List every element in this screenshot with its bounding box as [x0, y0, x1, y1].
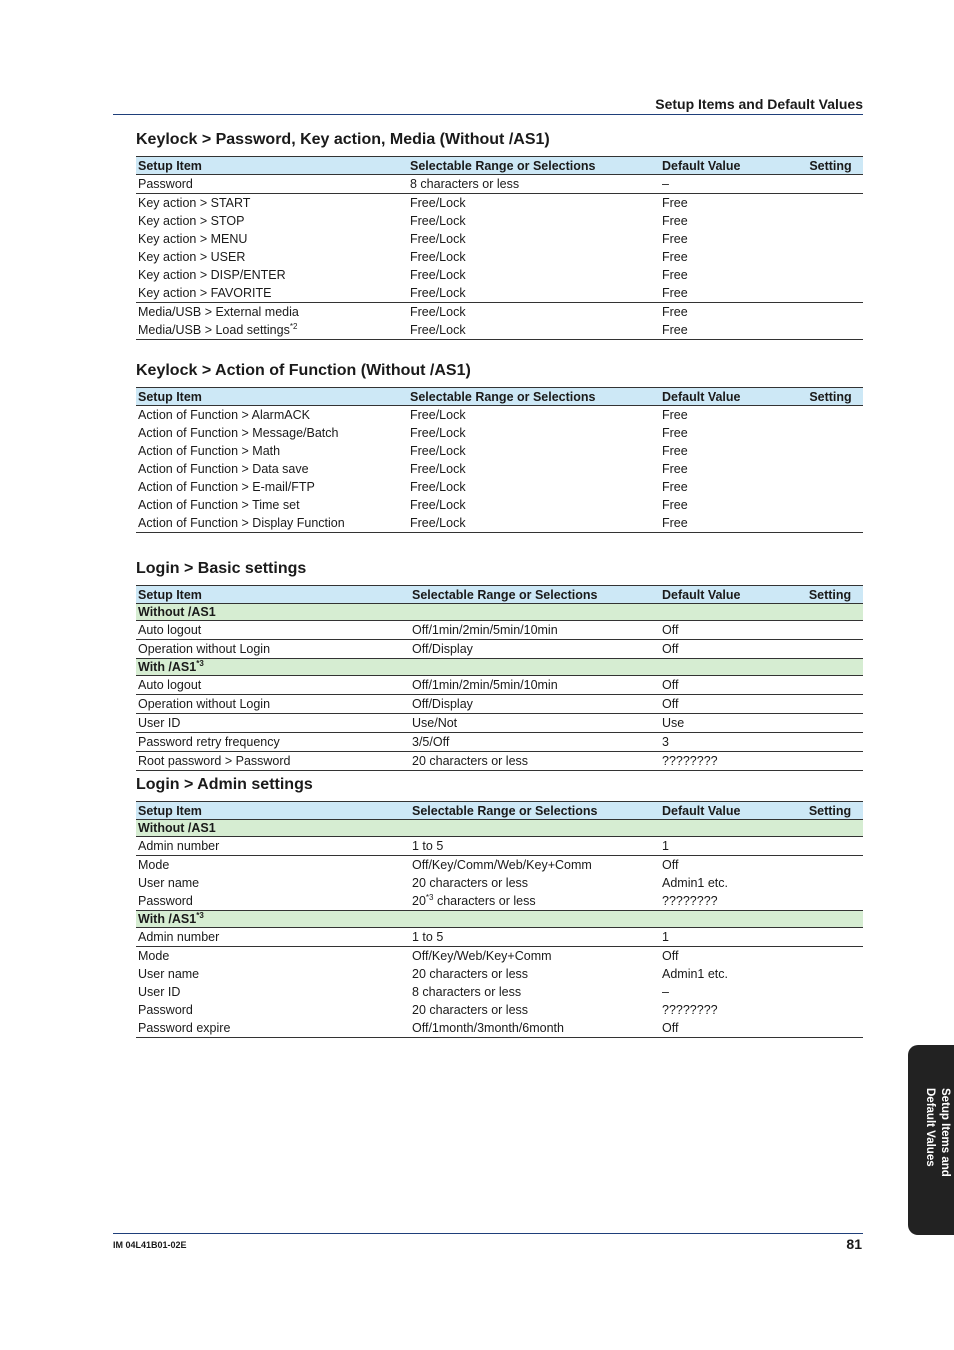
- col-header-range: Selectable Range or Selections: [410, 802, 660, 820]
- cell-item: Mode: [138, 949, 170, 963]
- cell-item: Auto logout: [136, 621, 410, 640]
- cell-range: 3/5/Off: [410, 733, 660, 752]
- table-row: [136, 1001, 863, 1019]
- cell-range: Off/Display: [410, 695, 660, 714]
- cell-range: 20 characters or less: [412, 967, 529, 981]
- cell-range: Free/Lock: [410, 196, 466, 210]
- cell-range: Free/Lock: [410, 480, 466, 494]
- cell-default: Free: [662, 498, 688, 512]
- table-row: [136, 1019, 863, 1038]
- section-keylock-action-of-function: [136, 361, 863, 533]
- table-row: [136, 856, 863, 875]
- cell-setting: [797, 983, 863, 1001]
- cell-setting: [797, 621, 863, 640]
- col-header-range: Selectable Range or Selections: [410, 586, 660, 604]
- table-row: [136, 266, 863, 284]
- cell-range: 8 characters or less: [408, 175, 660, 194]
- col-header-default: Default Value: [660, 388, 798, 406]
- cell-range: Free/Lock: [410, 408, 466, 422]
- cell-setting: [798, 248, 863, 266]
- group-label: [136, 659, 863, 676]
- cell-range: Free/Lock: [408, 514, 660, 533]
- cell-range: Off/Key/Comm/Web/Key+Comm: [412, 858, 592, 872]
- cell-setting: [798, 496, 863, 514]
- header-rule: [113, 114, 863, 115]
- settings-table: [136, 585, 863, 771]
- cell-item: Key action > STOP: [138, 214, 245, 228]
- cell-item: User name: [138, 876, 200, 890]
- table-row: [136, 230, 863, 248]
- cell-default: ????????: [662, 1003, 718, 1017]
- cell-default: Off: [662, 642, 679, 656]
- cell-range: 20 characters or less: [410, 752, 660, 771]
- cell-default: Admin1 etc.: [662, 876, 729, 890]
- cell-default: Free: [662, 196, 688, 210]
- cell-range: Free/Lock: [410, 462, 466, 476]
- group-label-text: With /AS1: [138, 660, 197, 674]
- section-title: Keylock > Action of Function (Without /AS1): [136, 362, 471, 379]
- cell-default: Free: [660, 514, 798, 533]
- chapter-tab-label: [912, 1088, 952, 1177]
- table-row: [136, 496, 863, 514]
- cell-default: Off: [660, 676, 797, 695]
- cell-range: Off/1min/2min/5min/10min: [410, 676, 660, 695]
- cell-item: Auto logout: [136, 676, 410, 695]
- group-label: [136, 911, 863, 928]
- group-header-row: [136, 659, 863, 676]
- section-title: Login > Admin settings: [136, 776, 313, 793]
- cell-setting: [798, 442, 863, 460]
- group-label: [136, 604, 863, 621]
- cell-setting: [798, 175, 863, 194]
- col-header-default: Default Value: [660, 586, 797, 604]
- cell-setting: [798, 514, 863, 533]
- cell-item: Admin number: [136, 928, 410, 947]
- cell-default: Free: [662, 462, 688, 476]
- table-header-row: [136, 388, 863, 406]
- cell-default: Free: [662, 408, 688, 422]
- cell-setting: [798, 321, 863, 340]
- cell-item: Password retry frequency: [136, 733, 410, 752]
- settings-table: [136, 156, 863, 340]
- cell-setting: [798, 478, 863, 496]
- cell-default: 1: [660, 837, 797, 856]
- cell-default: Free: [662, 305, 688, 319]
- document-id: IM 04L41B01-02E: [113, 1240, 187, 1250]
- cell-setting: [797, 676, 863, 695]
- footnote-marker: *3: [196, 658, 204, 668]
- col-header-item: Setup Item: [136, 802, 410, 820]
- cell-setting: [797, 714, 863, 733]
- group-label: [136, 820, 863, 837]
- table-row: [136, 321, 863, 340]
- table-row: [136, 837, 863, 856]
- col-header-default: Default Value: [660, 802, 797, 820]
- section-title: Login > Basic settings: [136, 560, 307, 577]
- cell-range: Free/Lock: [410, 268, 466, 282]
- cell-setting: [797, 874, 863, 892]
- cell-default: Off: [662, 949, 679, 963]
- section-login-basic-settings: [136, 559, 863, 771]
- cell-range: Free/Lock: [410, 426, 466, 440]
- cell-setting: [798, 460, 863, 478]
- chapter-tab-line: Default Values: [924, 1088, 936, 1167]
- cell-item: Mode: [138, 858, 170, 872]
- cell-default: Free: [662, 480, 688, 494]
- table-row: [136, 640, 863, 659]
- cell-range: Free/Lock: [410, 214, 466, 228]
- cell-item: Password: [138, 1003, 193, 1017]
- cell-default: Use: [660, 714, 797, 733]
- cell-setting: [798, 406, 863, 425]
- table-row: [136, 478, 863, 496]
- cell-default: ????????: [662, 894, 718, 908]
- cell-range: Free/Lock: [410, 232, 466, 246]
- cell-default: 3: [660, 733, 797, 752]
- table-row: [136, 695, 863, 714]
- cell-default: Free: [662, 214, 688, 228]
- table-header-row: [136, 586, 863, 604]
- cell-setting: [798, 303, 863, 322]
- cell-range: 20 characters or less: [412, 1003, 529, 1017]
- footer-rule: [113, 1233, 863, 1234]
- cell-item: Key action > MENU: [138, 232, 248, 246]
- cell-default: Free: [660, 321, 798, 340]
- cell-default: Free: [662, 268, 688, 282]
- settings-table: [136, 387, 863, 533]
- table-row: [136, 442, 863, 460]
- table-row: [136, 621, 863, 640]
- cell-setting: [798, 194, 863, 213]
- cell-setting: [797, 892, 863, 911]
- cell-range: 20 characters or less: [412, 876, 529, 890]
- table-row: [136, 212, 863, 230]
- cell-range: Free/Lock: [410, 250, 466, 264]
- cell-item: Action of Function > Math: [138, 444, 281, 458]
- group-label-text: Without /AS1: [138, 821, 216, 835]
- group-label-text: With /AS1: [138, 912, 197, 926]
- cell-item: Action of Function > Data save: [138, 462, 309, 476]
- table-row: [136, 303, 863, 322]
- table-header-row: [136, 802, 863, 820]
- cell-item: Operation without Login: [138, 642, 271, 656]
- footnote-marker: *3: [196, 910, 204, 920]
- table-row: [136, 752, 863, 771]
- cell-default: –: [662, 985, 669, 999]
- cell-range: Off/1min/2min/5min/10min: [410, 621, 660, 640]
- table-row: [136, 460, 863, 478]
- cell-range: Free/Lock: [410, 305, 466, 319]
- cell-setting: [798, 212, 863, 230]
- page-header-title: Setup Items and Default Values: [655, 96, 863, 112]
- cell-default: Off: [660, 1019, 797, 1038]
- section-title: Keylock > Password, Key action, Media (Without /AS1): [136, 131, 550, 148]
- footnote-marker: *3: [425, 892, 434, 902]
- page-number: 81: [846, 1236, 862, 1252]
- cell-setting: [798, 230, 863, 248]
- cell-setting: [797, 695, 863, 714]
- cell-item: Password expire: [136, 1019, 410, 1038]
- cell-setting: [797, 965, 863, 983]
- col-header-item: Setup Item: [136, 157, 408, 175]
- cell-item-text: Media/USB > Load settings: [138, 323, 290, 337]
- table-header-row: [136, 157, 863, 175]
- cell-default: ????????: [660, 752, 797, 771]
- cell-default: Admin1 etc.: [662, 967, 729, 981]
- cell-range: [410, 892, 660, 911]
- cell-setting: [797, 1001, 863, 1019]
- cell-default: Off: [662, 858, 679, 872]
- chapter-tab-line: Setup Items and: [939, 1088, 951, 1177]
- table-row: [136, 874, 863, 892]
- cell-setting: [797, 928, 863, 947]
- cell-item: Action of Function > AlarmACK: [138, 408, 310, 422]
- cell-item: Action of Function > E-mail/FTP: [138, 480, 315, 494]
- cell-item: Key action > DISP/ENTER: [138, 268, 286, 282]
- cell-range: Free/Lock: [410, 444, 466, 458]
- cell-default: Free: [662, 444, 688, 458]
- cell-item: Action of Function > Time set: [138, 498, 300, 512]
- cell-item: User ID: [138, 985, 181, 999]
- group-header-row: [136, 820, 863, 837]
- cell-setting: [797, 947, 863, 966]
- cell-setting: [797, 640, 863, 659]
- cell-item: Key action > USER: [138, 250, 246, 264]
- cell-default: Free: [660, 284, 798, 303]
- col-header-default: Default Value: [660, 157, 798, 175]
- cell-default: 1: [660, 928, 797, 947]
- cell-default: Off: [660, 621, 797, 640]
- section-login-admin-settings: [136, 775, 863, 1038]
- cell-setting: [798, 266, 863, 284]
- cell-default: Free: [662, 232, 688, 246]
- cell-setting: [797, 837, 863, 856]
- cell-item: Media/USB > External media: [138, 305, 299, 319]
- table-row: [136, 947, 863, 966]
- cell-setting: [798, 284, 863, 303]
- cell-default: Off: [660, 695, 797, 714]
- table-row: [136, 892, 863, 911]
- cell-setting: [797, 733, 863, 752]
- table-row: [136, 676, 863, 695]
- cell-range-text: characters or less: [433, 894, 536, 908]
- cell-item: Action of Function > Display Function: [136, 514, 408, 533]
- table-row: [136, 406, 863, 425]
- cell-range: Free/Lock: [408, 321, 660, 340]
- cell-item: Root password > Password: [136, 752, 410, 771]
- settings-table: [136, 801, 863, 1038]
- cell-setting: [797, 752, 863, 771]
- table-row: [136, 983, 863, 1001]
- col-header-setting: Setting: [798, 388, 863, 406]
- cell-range: Off/Display: [412, 642, 473, 656]
- cell-item: Key action > FAVORITE: [136, 284, 408, 303]
- table-row: [136, 714, 863, 733]
- table-row: [136, 175, 863, 194]
- cell-range: Use/Not: [410, 714, 660, 733]
- cell-default: –: [660, 175, 798, 194]
- cell-setting: [797, 856, 863, 875]
- table-row: [136, 928, 863, 947]
- cell-range: 1 to 5: [410, 928, 660, 947]
- cell-default: Free: [662, 250, 688, 264]
- table-row: [136, 248, 863, 266]
- table-row: [136, 194, 863, 213]
- cell-range: Off/Key/Web/Key+Comm: [412, 949, 552, 963]
- cell-range-text: 20: [412, 894, 426, 908]
- cell-item: Key action > START: [138, 196, 251, 210]
- group-header-row: [136, 911, 863, 928]
- section-keylock-password: [136, 130, 863, 340]
- col-header-range: Selectable Range or Selections: [408, 388, 660, 406]
- table-row: [136, 514, 863, 533]
- cell-item: Password: [136, 175, 408, 194]
- cell-item: Action of Function > Message/Batch: [138, 426, 339, 440]
- col-header-setting: Setting: [798, 157, 863, 175]
- col-header-item: Setup Item: [136, 586, 410, 604]
- cell-default: Free: [662, 426, 688, 440]
- cell-range: 8 characters or less: [412, 985, 522, 999]
- footnote-marker: *2: [289, 321, 298, 331]
- col-header-item: Setup Item: [136, 388, 408, 406]
- group-header-row: [136, 604, 863, 621]
- cell-range: Free/Lock: [408, 284, 660, 303]
- cell-setting: [797, 1019, 863, 1038]
- cell-item: Admin number: [136, 837, 410, 856]
- table-row: [136, 733, 863, 752]
- table-row: [136, 424, 863, 442]
- col-header-setting: Setting: [797, 586, 863, 604]
- cell-range: Free/Lock: [410, 498, 466, 512]
- cell-range: Off/1month/3month/6month: [410, 1019, 660, 1038]
- col-header-range: Selectable Range or Selections: [408, 157, 660, 175]
- cell-item: User ID: [136, 714, 410, 733]
- cell-item: User name: [138, 967, 200, 981]
- cell-range: 1 to 5: [410, 837, 660, 856]
- table-row: [136, 284, 863, 303]
- cell-item: Operation without Login: [136, 695, 410, 714]
- cell-item: [136, 321, 408, 340]
- col-header-setting: Setting: [797, 802, 863, 820]
- group-label-text: Without /AS1: [138, 605, 216, 619]
- cell-item: Password: [138, 894, 193, 908]
- table-row: [136, 965, 863, 983]
- cell-setting: [798, 424, 863, 442]
